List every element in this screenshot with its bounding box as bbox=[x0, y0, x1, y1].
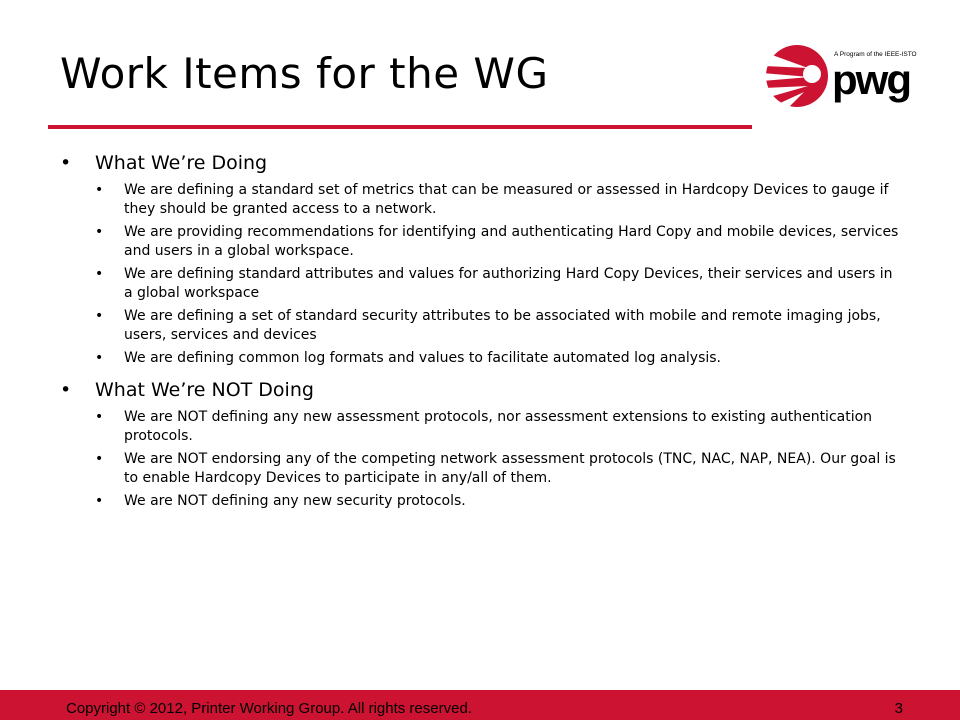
pwg-logo bbox=[760, 36, 924, 116]
section-list bbox=[60, 147, 900, 511]
bullet-icon: • bbox=[95, 350, 104, 366]
sub-bullet-list bbox=[95, 408, 900, 511]
slide-body bbox=[60, 147, 900, 515]
bullet-icon: • bbox=[95, 409, 104, 425]
list-item-text: We are defining a set of standard security attributes to be associated with mobile and remote imaging jobs, users, services and devices bbox=[124, 308, 881, 343]
list-item bbox=[95, 265, 900, 303]
bullet-icon: • bbox=[95, 493, 104, 509]
section-heading: What We’re Doing bbox=[95, 152, 268, 174]
sub-bullet-list bbox=[95, 181, 900, 368]
list-item-text: We are defining standard attributes and values for authorizing Hard Copy Devices, their services and users in a global workspace bbox=[124, 266, 893, 301]
list-item-text: We are NOT endorsing any of the competing network assessment protocols (TNC, NAC, NAP, NEA). Our goal is to enable Hardcopy Devices to participate in any/all of them. bbox=[124, 451, 896, 486]
list-item bbox=[95, 181, 900, 219]
bullet-icon: • bbox=[95, 266, 104, 282]
copyright-text: Copyright © 2012, Printer Working Group. All rights reserved. bbox=[66, 700, 472, 717]
bullet-icon: • bbox=[95, 308, 104, 324]
bullet-icon: • bbox=[60, 152, 72, 174]
title-divider bbox=[48, 125, 752, 129]
slide-title: Work Items for the WG bbox=[60, 49, 549, 98]
list-item-text: We are NOT defining any new security protocols. bbox=[124, 493, 466, 509]
section-not-doing bbox=[60, 374, 900, 511]
bullet-icon: • bbox=[95, 224, 104, 240]
list-item-text: We are defining common log formats and values to facilitate automated log analysis. bbox=[124, 350, 722, 366]
list-item-text: We are NOT defining any new assessment protocols, nor assessment extensions to existing authentication protocols. bbox=[124, 409, 873, 444]
footer-bar bbox=[0, 690, 960, 720]
list-item bbox=[95, 492, 900, 511]
logo-swirl-icon bbox=[762, 45, 828, 108]
bullet-icon: • bbox=[95, 182, 104, 198]
list-item bbox=[95, 450, 900, 488]
list-item-text: We are defining a standard set of metrics that can be measured or assessed in Hardcopy Devices to gauge if they should be granted access to a network. bbox=[124, 182, 889, 217]
list-item bbox=[95, 349, 900, 368]
list-item bbox=[95, 307, 900, 345]
section-doing bbox=[60, 147, 900, 368]
bullet-icon: • bbox=[95, 451, 104, 467]
logo-tagline: A Program of the IEEE-ISTO bbox=[834, 51, 917, 58]
section-heading: What We’re NOT Doing bbox=[95, 379, 314, 401]
list-item bbox=[95, 408, 900, 446]
list-item bbox=[95, 223, 900, 261]
list-item-text: We are providing recommendations for identifying and authenticating Hard Copy and mobile devices, services and users in a global workspace. bbox=[124, 224, 899, 259]
bullet-icon: • bbox=[60, 379, 72, 401]
logo-wordmark: pwg bbox=[832, 56, 910, 103]
page-number: 3 bbox=[894, 700, 903, 717]
